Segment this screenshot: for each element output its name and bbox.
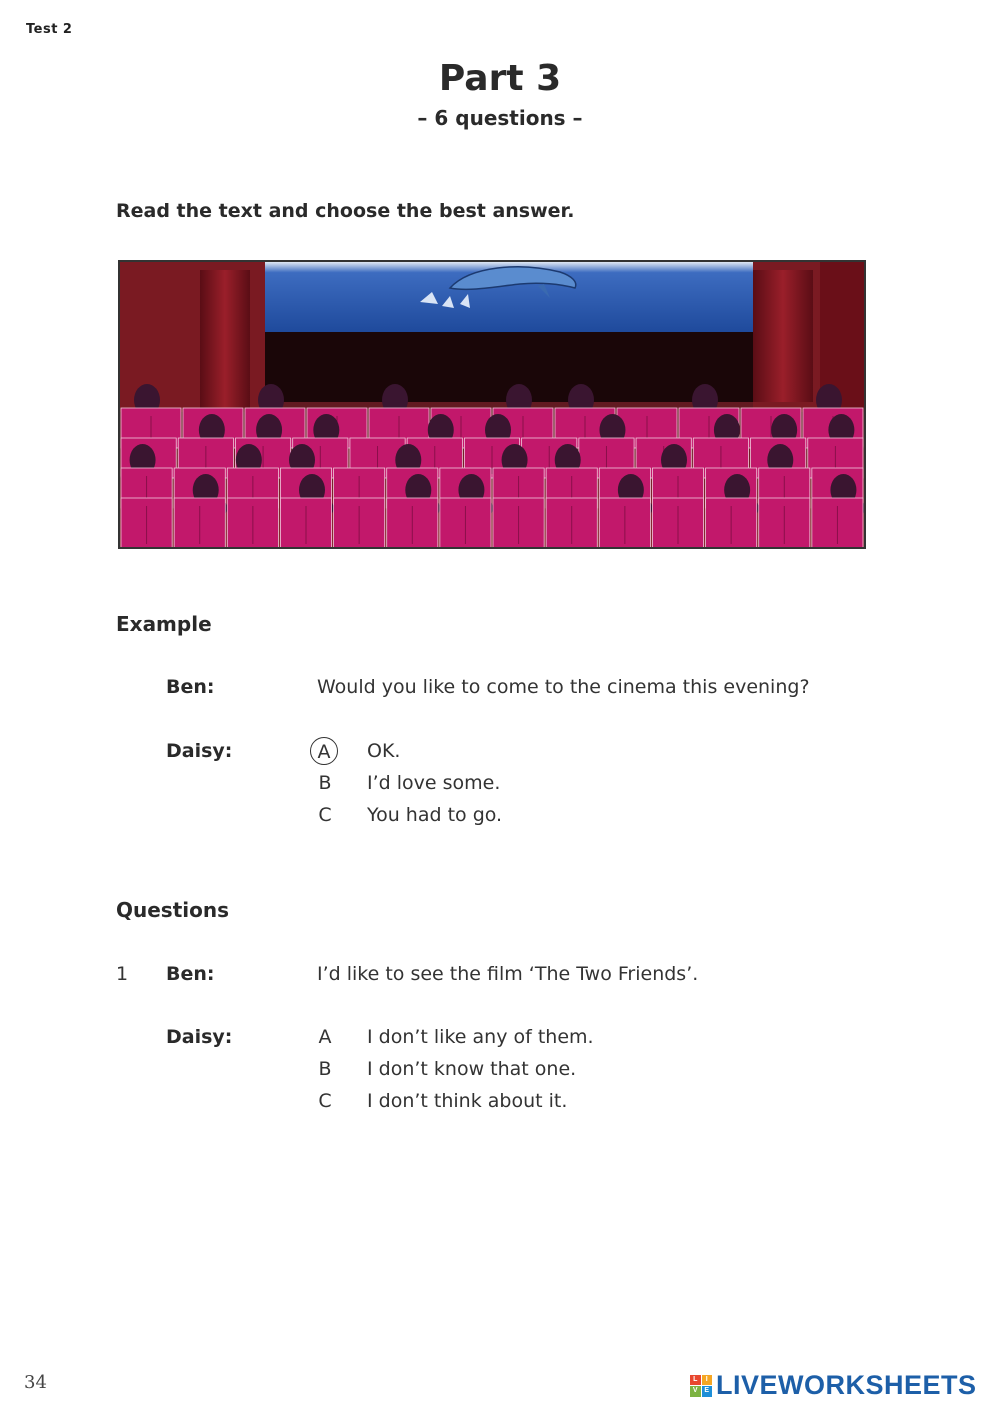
part-title: Part 3 (438, 58, 562, 99)
example-speaker-daisy: Daisy: (166, 740, 233, 762)
question-1-option-b-text: I don’t know that one. (367, 1058, 577, 1080)
question-1-option-b[interactable]: B (318, 1058, 332, 1080)
logo-letter-l: L (690, 1375, 701, 1386)
example-option-a-circled[interactable]: A (310, 737, 338, 765)
question-1-option-c[interactable]: C (318, 1090, 332, 1112)
logo-letter-i: I (702, 1375, 713, 1386)
test-label: Test 2 (26, 22, 73, 37)
question-1-line-ben: I’d like to see the film ‘The Two Friends’. (317, 963, 699, 985)
brand-text: LIVEWORKSHEETS (716, 1370, 977, 1400)
question-number: 1 (116, 963, 129, 985)
question-1-option-a-text: I don’t like any of them. (367, 1026, 594, 1048)
question-1-speaker-daisy: Daisy: (166, 1026, 233, 1048)
questions-heading: Questions (116, 898, 230, 922)
example-speaker-ben: Ben: (166, 676, 215, 698)
page-number: 34 (24, 1372, 47, 1393)
example-option-b[interactable]: B (318, 772, 332, 794)
example-option-c[interactable]: C (318, 804, 332, 826)
question-1-speaker-ben: Ben: (166, 963, 215, 985)
liveworksheets-logo-icon (690, 1375, 712, 1397)
cinema-audience-illustration (118, 260, 866, 549)
example-line-ben: Would you like to come to the cinema this evening? (317, 676, 810, 698)
example-option-c-text: You had to go. (367, 804, 503, 826)
question-1-option-a[interactable]: A (318, 1026, 332, 1048)
cinema-illustration-svg (120, 262, 864, 547)
logo-letter-e: E (702, 1386, 713, 1397)
logo-letter-v: V (690, 1386, 701, 1397)
liveworksheets-brand[interactable] (690, 1370, 977, 1401)
curtain-right (753, 270, 813, 402)
curtain-left (200, 270, 250, 412)
question-1-option-c-text: I don’t think about it. (367, 1090, 568, 1112)
instruction: Read the text and choose the best answer. (116, 200, 575, 222)
part-subtitle: – 6 questions – (417, 106, 583, 130)
example-option-a-text: OK. (367, 740, 401, 762)
example-heading: Example (116, 612, 212, 636)
example-option-b-text: I’d love some. (367, 772, 501, 794)
